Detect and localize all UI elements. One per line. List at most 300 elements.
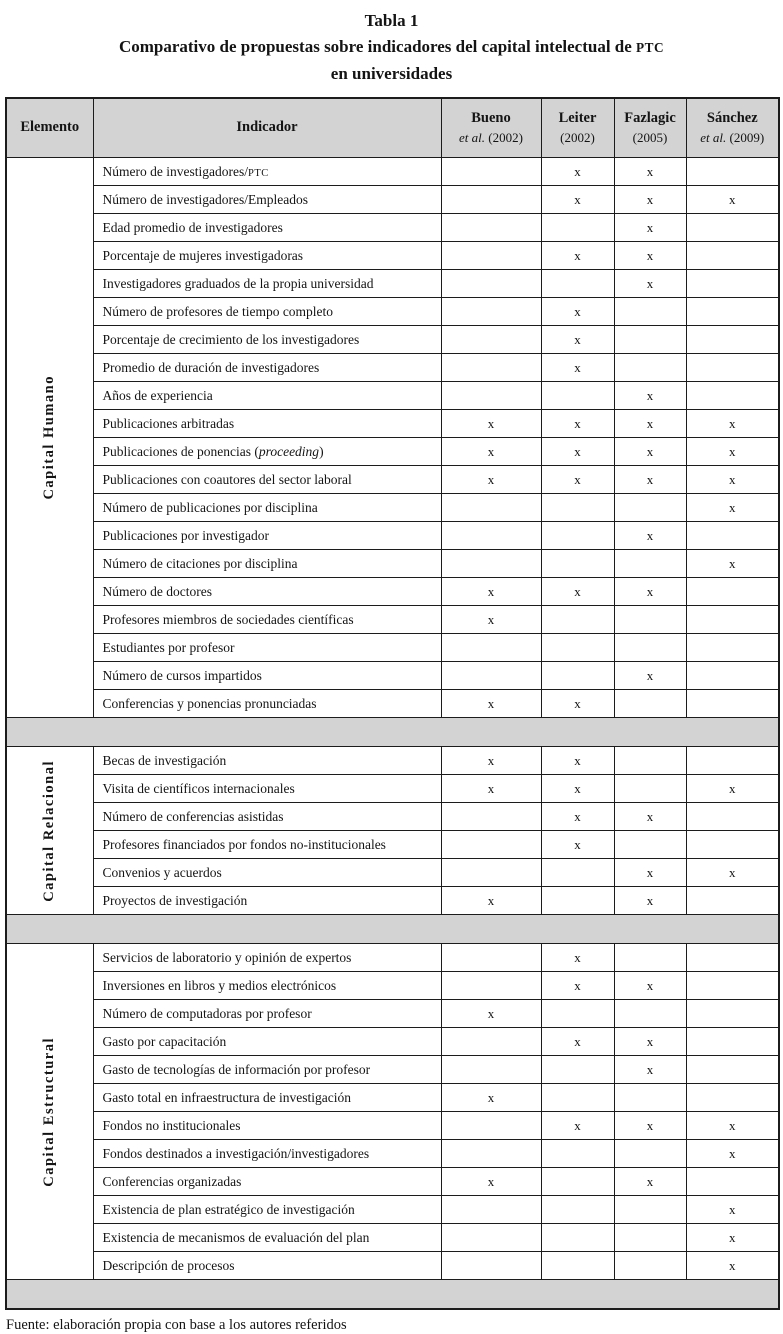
header-row (6, 98, 779, 158)
mark-cell-bueno (441, 1028, 541, 1056)
italic-text: et al. (459, 130, 486, 146)
mark-cell-leiter (541, 522, 614, 550)
mark-cell-fazlagic: x (614, 410, 686, 438)
text: Número de citaciones por disciplina (102, 555, 298, 571)
text: Profesores miembros de sociedades científicas (102, 611, 354, 627)
mark-cell-bueno (441, 634, 541, 662)
column-header-bueno (441, 98, 541, 158)
indicator-cell (93, 859, 441, 887)
mark-cell-bueno (441, 494, 541, 522)
section-label: Capital Estructural (41, 1036, 58, 1187)
author-year (688, 129, 778, 147)
mark-cell-fazlagic (614, 775, 686, 803)
table-row (6, 382, 779, 410)
mark-cell-fazlagic (614, 831, 686, 859)
indicator-cell (93, 186, 441, 214)
mark-cell-leiter: x (541, 186, 614, 214)
text: Número de conferencias asistidas (102, 808, 284, 824)
mark-cell-fazlagic (614, 494, 686, 522)
table-row (6, 242, 779, 270)
indicator-cell (93, 803, 441, 831)
text: Inversiones en libros y medios electrónicos (102, 977, 337, 993)
mark-cell-sanchez (686, 298, 779, 326)
comparison-table (5, 97, 780, 1310)
separator-cell (6, 718, 779, 747)
indicator-cell (93, 242, 441, 270)
text: Fondos destinados a investigación/investigadores (102, 1145, 370, 1161)
author-name: Leiter (558, 110, 597, 127)
table-row (6, 522, 779, 550)
mark-cell-bueno: x (441, 887, 541, 915)
mark-cell-sanchez (686, 1056, 779, 1084)
indicator-cell (93, 298, 441, 326)
text: Conferencias organizadas (102, 1173, 242, 1189)
mark-cell-sanchez (686, 662, 779, 690)
text: (2002) (560, 130, 595, 146)
italic-text: et al. (700, 130, 727, 146)
column-header-fazlagic (614, 98, 686, 158)
text: Estudiantes por profesor (102, 639, 235, 655)
separator-cell (6, 1280, 779, 1310)
text: Existencia de plan estratégico de investigación (102, 1201, 355, 1217)
mark-cell-sanchez (686, 1000, 779, 1028)
text: Existencia de mecanismos de evaluación del plan (102, 1229, 370, 1245)
indicator-cell (93, 214, 441, 242)
text: (2002) (485, 130, 523, 146)
text: Años de experiencia (102, 387, 213, 403)
author-name: Fazlagic (624, 110, 676, 127)
mark-cell-fazlagic: x (614, 578, 686, 606)
mark-cell-fazlagic (614, 1140, 686, 1168)
mark-cell-fazlagic (614, 1252, 686, 1280)
mark-cell-fazlagic: x (614, 662, 686, 690)
table-row (6, 775, 779, 803)
mark-cell-leiter: x (541, 438, 614, 466)
text: Publicaciones por investigador (102, 527, 269, 543)
mark-cell-bueno (441, 1056, 541, 1084)
mark-cell-leiter: x (541, 747, 614, 775)
mark-cell-fazlagic: x (614, 438, 686, 466)
title-line-3: en universidades (330, 63, 453, 83)
section-label: Capital Humano (41, 375, 58, 500)
text: Número de investigadores/Empleados (102, 191, 308, 207)
text: Convenios y acuerdos (102, 864, 222, 880)
text: Publicaciones de ponencias ( (102, 443, 259, 459)
mark-cell-fazlagic: x (614, 972, 686, 1000)
mark-cell-sanchez (686, 214, 779, 242)
mark-cell-bueno (441, 859, 541, 887)
mark-cell-sanchez (686, 354, 779, 382)
mark-cell-bueno (441, 242, 541, 270)
mark-cell-fazlagic: x (614, 214, 686, 242)
indicator-cell (93, 438, 441, 466)
indicator-cell (93, 1252, 441, 1280)
table-row (6, 803, 779, 831)
mark-cell-leiter: x (541, 831, 614, 859)
table-row (6, 662, 779, 690)
mark-cell-sanchez: x (686, 859, 779, 887)
mark-cell-sanchez (686, 972, 779, 1000)
table-row (6, 578, 779, 606)
table-row (6, 158, 779, 186)
mark-cell-bueno (441, 944, 541, 972)
mark-cell-leiter: x (541, 803, 614, 831)
mark-cell-leiter (541, 494, 614, 522)
mark-cell-sanchez: x (686, 1112, 779, 1140)
table-row (6, 1112, 779, 1140)
indicator-cell (93, 354, 441, 382)
column-header-elemento: Elemento (6, 98, 93, 158)
mark-cell-leiter (541, 1224, 614, 1252)
table-row (6, 270, 779, 298)
mark-cell-fazlagic (614, 944, 686, 972)
mark-cell-sanchez (686, 382, 779, 410)
mark-cell-bueno (441, 1252, 541, 1280)
text: ) (319, 443, 324, 459)
section-separator-band (6, 915, 779, 944)
mark-cell-sanchez (686, 803, 779, 831)
mark-cell-sanchez (686, 578, 779, 606)
indicator-cell (93, 775, 441, 803)
indicator-cell (93, 1084, 441, 1112)
mark-cell-bueno (441, 831, 541, 859)
mark-cell-fazlagic: x (614, 466, 686, 494)
mark-cell-bueno (441, 186, 541, 214)
text: Porcentaje de mujeres investigadoras (102, 247, 304, 263)
table-row (6, 550, 779, 578)
text: Promedio de duración de investigadores (102, 359, 320, 375)
indicator-cell (93, 1056, 441, 1084)
mark-cell-bueno: x (441, 606, 541, 634)
indicator-cell (93, 158, 441, 186)
indicator-cell (93, 1140, 441, 1168)
table-row (6, 634, 779, 662)
mark-cell-sanchez: x (686, 186, 779, 214)
text: (2005) (632, 130, 668, 146)
text: Porcentaje de crecimiento de los investigadores (102, 331, 360, 347)
mark-cell-fazlagic (614, 550, 686, 578)
indicator-cell (93, 410, 441, 438)
indicator-cell (93, 326, 441, 354)
table-body (6, 158, 779, 1310)
mark-cell-sanchez (686, 158, 779, 186)
text: Servicios de laboratorio y opinión de expertos (102, 949, 352, 965)
mark-cell-sanchez (686, 634, 779, 662)
section-label: Capital Relacional (41, 759, 58, 902)
mark-cell-sanchez (686, 1084, 779, 1112)
mark-cell-bueno (441, 326, 541, 354)
section-label-cell (6, 158, 93, 718)
mark-cell-fazlagic: x (614, 270, 686, 298)
text: Número de doctores (102, 583, 212, 599)
author-year (443, 129, 540, 147)
mark-cell-leiter: x (541, 972, 614, 1000)
mark-cell-leiter (541, 382, 614, 410)
mark-cell-leiter (541, 1168, 614, 1196)
mark-cell-bueno (441, 1224, 541, 1252)
mark-cell-fazlagic: x (614, 1168, 686, 1196)
mark-cell-bueno (441, 298, 541, 326)
indicator-cell (93, 1000, 441, 1028)
mark-cell-fazlagic (614, 606, 686, 634)
mark-cell-fazlagic: x (614, 1028, 686, 1056)
mark-cell-sanchez (686, 326, 779, 354)
mark-cell-fazlagic (614, 747, 686, 775)
indicator-cell (93, 270, 441, 298)
mark-cell-sanchez: x (686, 466, 779, 494)
text: Número de publicaciones por disciplina (102, 499, 318, 515)
mark-cell-bueno (441, 522, 541, 550)
italic-text: proceeding (258, 443, 320, 459)
table-row (6, 438, 779, 466)
mark-cell-bueno: x (441, 747, 541, 775)
indicator-cell (93, 887, 441, 915)
mark-cell-bueno (441, 1112, 541, 1140)
mark-cell-sanchez (686, 690, 779, 718)
mark-cell-fazlagic (614, 690, 686, 718)
mark-cell-bueno (441, 803, 541, 831)
table-row (6, 326, 779, 354)
mark-cell-sanchez (686, 1168, 779, 1196)
mark-cell-sanchez: x (686, 1224, 779, 1252)
mark-cell-bueno (441, 158, 541, 186)
table-row (6, 186, 779, 214)
mark-cell-fazlagic: x (614, 803, 686, 831)
mark-cell-leiter (541, 270, 614, 298)
text: Número de investigadores/ (102, 163, 248, 179)
indicator-cell (93, 606, 441, 634)
text: Gasto de tecnologías de información por profesor (102, 1061, 371, 1077)
mark-cell-fazlagic: x (614, 522, 686, 550)
table-row (6, 1056, 779, 1084)
table-row (6, 410, 779, 438)
mark-cell-fazlagic: x (614, 1112, 686, 1140)
mark-cell-sanchez: x (686, 1196, 779, 1224)
mark-cell-fazlagic (614, 1224, 686, 1252)
mark-cell-fazlagic: x (614, 158, 686, 186)
mark-cell-fazlagic (614, 1196, 686, 1224)
mark-cell-sanchez (686, 1028, 779, 1056)
table-title (0, 0, 783, 87)
section-label-cell (6, 747, 93, 915)
author-name: Sánchez (706, 110, 758, 127)
mark-cell-leiter: x (541, 298, 614, 326)
mark-cell-bueno (441, 382, 541, 410)
mark-cell-leiter (541, 606, 614, 634)
text: Proyectos de investigación (102, 892, 248, 908)
mark-cell-bueno: x (441, 466, 541, 494)
ptc-smallcaps: PTC (636, 40, 665, 56)
mark-cell-sanchez: x (686, 1140, 779, 1168)
indicator-cell (93, 494, 441, 522)
mark-cell-sanchez: x (686, 775, 779, 803)
table-row (6, 214, 779, 242)
mark-cell-sanchez: x (686, 1252, 779, 1280)
mark-cell-sanchez (686, 831, 779, 859)
smallcaps-text: PTC (247, 167, 269, 179)
mark-cell-bueno (441, 354, 541, 382)
table-row (6, 972, 779, 1000)
table-row (6, 298, 779, 326)
mark-cell-fazlagic (614, 1084, 686, 1112)
mark-cell-leiter (541, 887, 614, 915)
mark-cell-sanchez (686, 606, 779, 634)
table-row (6, 1252, 779, 1280)
mark-cell-sanchez (686, 944, 779, 972)
mark-cell-leiter: x (541, 466, 614, 494)
mark-cell-sanchez: x (686, 550, 779, 578)
table-row (6, 1196, 779, 1224)
indicator-cell (93, 1112, 441, 1140)
mark-cell-leiter (541, 662, 614, 690)
indicator-cell (93, 522, 441, 550)
section-separator-band (6, 718, 779, 747)
mark-cell-sanchez: x (686, 494, 779, 522)
mark-cell-bueno (441, 972, 541, 1000)
indicator-cell (93, 747, 441, 775)
text: (2009) (726, 130, 765, 146)
text: Gasto total en infraestructura de investigación (102, 1089, 352, 1105)
mark-cell-sanchez (686, 887, 779, 915)
indicator-cell (93, 690, 441, 718)
text: Número de profesores de tiempo completo (102, 303, 334, 319)
indicator-cell (93, 831, 441, 859)
table-row (6, 494, 779, 522)
table-row (6, 1168, 779, 1196)
mark-cell-fazlagic: x (614, 887, 686, 915)
text: Publicaciones con coautores del sector laboral (102, 471, 352, 487)
column-header-leiter (541, 98, 614, 158)
author-year (543, 129, 613, 147)
mark-cell-leiter (541, 1056, 614, 1084)
text: Investigadores graduados de la propia universidad (102, 275, 374, 291)
text: Visita de científicos internacionales (102, 780, 295, 796)
mark-cell-bueno (441, 270, 541, 298)
text: Gasto por capacitación (102, 1033, 227, 1049)
mark-cell-bueno: x (441, 578, 541, 606)
indicator-cell (93, 1168, 441, 1196)
mark-cell-leiter (541, 550, 614, 578)
source-note: Fuente: elaboración propia con base a los autores referidos (6, 1317, 347, 1334)
mark-cell-bueno: x (441, 410, 541, 438)
mark-cell-leiter (541, 634, 614, 662)
table-row (6, 944, 779, 972)
column-header-sanchez (686, 98, 779, 158)
table-row (6, 831, 779, 859)
text: Conferencias y ponencias pronunciadas (102, 695, 317, 711)
mark-cell-leiter (541, 1252, 614, 1280)
table-header (6, 98, 779, 158)
mark-cell-bueno (441, 1196, 541, 1224)
mark-cell-leiter: x (541, 242, 614, 270)
table-row (6, 1140, 779, 1168)
mark-cell-fazlagic (614, 298, 686, 326)
text: Edad promedio de investigadores (102, 219, 283, 235)
mark-cell-bueno: x (441, 1168, 541, 1196)
column-header-indicador: Indicador (93, 98, 441, 158)
text: Número de computadoras por profesor (102, 1005, 312, 1021)
mark-cell-leiter: x (541, 944, 614, 972)
mark-cell-bueno (441, 214, 541, 242)
table-row (6, 1000, 779, 1028)
table-row (6, 354, 779, 382)
table-row (6, 1084, 779, 1112)
mark-cell-fazlagic (614, 326, 686, 354)
author-name: Bueno (471, 110, 511, 127)
mark-cell-leiter: x (541, 354, 614, 382)
mark-cell-leiter: x (541, 775, 614, 803)
author-year (616, 129, 685, 147)
mark-cell-sanchez (686, 242, 779, 270)
title-line-2: Comparativo de propuestas sobre indicadores del capital intelectual de PTC (118, 37, 665, 57)
mark-cell-bueno (441, 662, 541, 690)
section-label-cell (6, 944, 93, 1280)
mark-cell-bueno: x (441, 438, 541, 466)
mark-cell-leiter (541, 1196, 614, 1224)
mark-cell-sanchez (686, 747, 779, 775)
mark-cell-leiter: x (541, 326, 614, 354)
mark-cell-bueno: x (441, 690, 541, 718)
mark-cell-sanchez (686, 270, 779, 298)
table-row (6, 887, 779, 915)
mark-cell-fazlagic (614, 634, 686, 662)
table-row (6, 466, 779, 494)
mark-cell-bueno: x (441, 775, 541, 803)
indicator-cell (93, 1028, 441, 1056)
table-row (6, 1224, 779, 1252)
indicator-cell (93, 466, 441, 494)
mark-cell-leiter: x (541, 1112, 614, 1140)
section-separator-band (6, 1280, 779, 1310)
mark-cell-fazlagic: x (614, 1056, 686, 1084)
separator-cell (6, 915, 779, 944)
mark-cell-leiter: x (541, 410, 614, 438)
mark-cell-leiter (541, 214, 614, 242)
table-row (6, 606, 779, 634)
mark-cell-sanchez (686, 522, 779, 550)
text: Becas de investigación (102, 752, 227, 768)
text: Publicaciones arbitradas (102, 415, 235, 431)
text: Descripción de procesos (102, 1257, 235, 1273)
mark-cell-bueno (441, 550, 541, 578)
mark-cell-leiter: x (541, 158, 614, 186)
table-row (6, 1028, 779, 1056)
indicator-cell (93, 1224, 441, 1252)
mark-cell-fazlagic: x (614, 242, 686, 270)
mark-cell-fazlagic: x (614, 186, 686, 214)
indicator-cell (93, 550, 441, 578)
indicator-cell (93, 944, 441, 972)
mark-cell-fazlagic (614, 354, 686, 382)
mark-cell-fazlagic: x (614, 382, 686, 410)
mark-cell-bueno (441, 1140, 541, 1168)
indicator-cell (93, 578, 441, 606)
mark-cell-bueno: x (441, 1084, 541, 1112)
table-row (6, 859, 779, 887)
mark-cell-leiter (541, 1084, 614, 1112)
table-row (6, 747, 779, 775)
mark-cell-fazlagic (614, 1000, 686, 1028)
mark-cell-sanchez: x (686, 438, 779, 466)
mark-cell-leiter: x (541, 1028, 614, 1056)
text: Fondos no institucionales (102, 1117, 241, 1133)
mark-cell-leiter: x (541, 690, 614, 718)
mark-cell-bueno: x (441, 1000, 541, 1028)
indicator-cell (93, 972, 441, 1000)
indicator-cell (93, 662, 441, 690)
text: Número de cursos impartidos (102, 667, 262, 683)
table-row (6, 690, 779, 718)
